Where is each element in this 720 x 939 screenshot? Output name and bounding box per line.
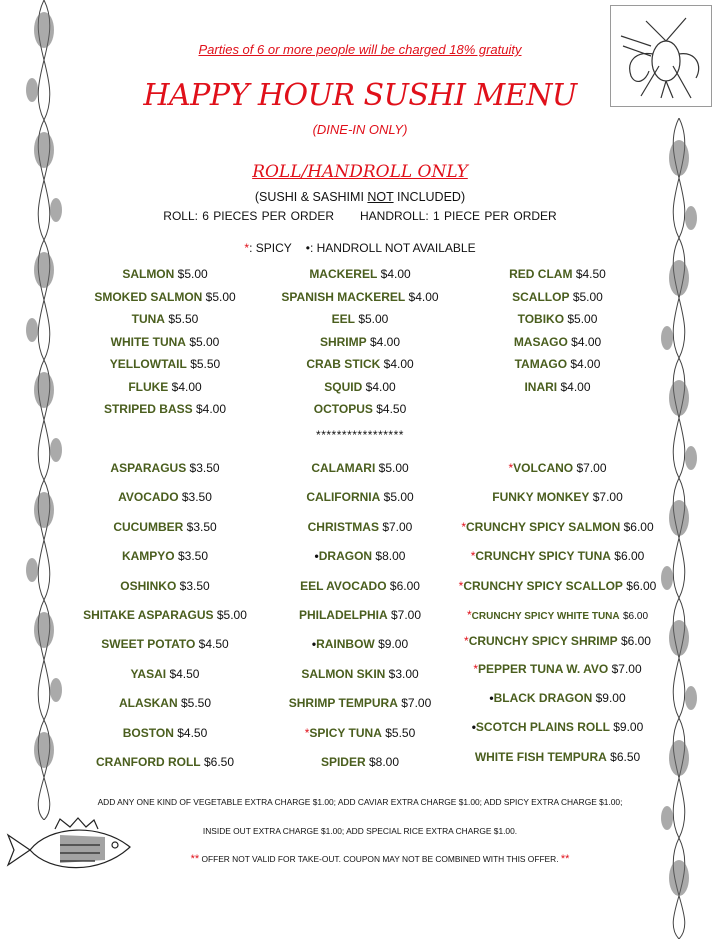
menu-item: WHITE TUNA $5.00 (110, 334, 220, 349)
menu-item: YELLOWTAIL $5.50 (109, 357, 221, 371)
menu-item: SWEET POTATO $4.50 (101, 637, 229, 652)
menu-item: •DRAGON $8.00 (314, 549, 406, 564)
symbol-legend (0, 241, 720, 255)
menu-item: OSHINKO $3.50 (120, 578, 210, 593)
menu-item: SALMON $5.00 (122, 267, 208, 281)
menu-item: BOSTON $4.50 (122, 725, 208, 740)
menu-item: SMOKED SALMON $5.00 (94, 289, 236, 304)
menu-item: AVOCADO $3.50 (118, 490, 212, 505)
menu-item: CALIFORNIA $5.00 (306, 490, 414, 505)
menu-item: TAMAGO $4.00 (514, 357, 601, 371)
menu-item: TUNA $5.50 (131, 312, 199, 326)
menu-item: *VOLCANO $7.00 (508, 461, 607, 475)
roll-handroll-heading: ROLL/HANDROLL ONLY (252, 162, 468, 182)
menu-item: MASAGO $4.00 (513, 334, 602, 349)
menu-item: CRAB STICK $4.00 (306, 357, 414, 371)
menu-item: •RAINBOW $9.00 (311, 637, 409, 652)
menu-item: RED CLAM $4.50 (509, 267, 606, 281)
menu-item: ASPARAGUS $3.50 (110, 461, 220, 475)
menu-item: CRANFORD ROLL $6.50 (95, 755, 235, 769)
menu-item: INARI $4.00 (524, 379, 591, 394)
menu-item: WHITE FISH TEMPURA $6.50 (474, 750, 641, 764)
menu-item: *CRUNCHY SPICY WHITE TUNA $6.00 (466, 608, 649, 622)
extras-note-line-2: INSIDE OUT EXTRA CHARGE $1.00; ADD SPECIAL RICE EXTRA CHARGE $1.00. (202, 826, 518, 836)
menu-item: SHRIMP $4.00 (319, 334, 401, 349)
menu-item: CHRISTMAS $7.00 (307, 519, 413, 534)
handroll-symbol: • (305, 241, 310, 255)
menu-item: EEL AVOCADO $6.00 (300, 578, 420, 593)
menu-item: SHITAKE ASPARAGUS $5.00 (83, 608, 247, 622)
menu-item: FUNKY MONKEY $7.00 (492, 490, 623, 505)
menu-item: TOBIKO $5.00 (517, 312, 598, 326)
dine-in-notice: (DINE-IN ONLY) (312, 122, 408, 137)
menu-item: EEL $5.00 (331, 312, 389, 326)
sushi-sashimi-note: (SUSHI & SASHIMI NOT INCLUDED) (254, 190, 466, 204)
menu-item: MACKEREL $4.00 (309, 267, 411, 281)
spicy-label: : SPICY (249, 241, 292, 255)
menu-item: STRIPED BASS $4.00 (103, 402, 227, 416)
extras-note-line-1: ADD ANY ONE KIND OF VEGETABLE EXTRA CHARGE $1.00; ADD CAVIAR EXTRA CHARGE $1.00; ADD SPICY EXTRA CHARGE $1.00; (97, 797, 623, 807)
handroll-label: : HANDROLL NOT AVAILABLE (309, 241, 476, 255)
menu-item: *SPICY TUNA $5.50 (304, 725, 416, 740)
menu-item: *CRUNCHY SPICY SALMON $6.00 (461, 519, 654, 534)
page-title: HAPPY HOUR SUSHI MENU (143, 78, 577, 113)
menu-item: SQUID $4.00 (324, 379, 396, 394)
menu-item: PHILADELPHIA $7.00 (298, 608, 422, 622)
menu-item: YASAI $4.50 (130, 666, 200, 681)
menu-item: CALAMARI $5.00 (311, 461, 409, 475)
menu-item: *CRUNCHY SPICY SCALLOP $6.00 (458, 578, 657, 593)
spicy-symbol: * (244, 241, 250, 255)
menu-item: •SCOTCH PLAINS ROLL $9.00 (471, 720, 644, 734)
menu-item: *CRUNCHY SPICY TUNA $6.00 (470, 549, 645, 564)
menu-item: CUCUMBER $3.50 (113, 519, 217, 534)
menu-item: •BLACK DRAGON $9.00 (489, 691, 626, 705)
menu-item: SHRIMP TEMPURA $7.00 (288, 696, 432, 711)
menu-item: SCALLOP $5.00 (512, 289, 603, 304)
section-separator: ***************** (316, 428, 404, 442)
menu-item: FLUKE $4.00 (128, 379, 202, 394)
offer-disclaimer: ** OFFER NOT VALID FOR TAKE-OUT. COUPON MAY NOT BE COMBINED WITH THIS OFFER. ** (190, 853, 570, 865)
pieces-per-order-note: ROLL: 6 PIECES PER ORDER HANDROLL: 1 PIECE PER ORDER (163, 209, 557, 223)
gratuity-notice: Parties of 6 or more people will be charged 18% gratuity (198, 42, 522, 57)
menu-item: SPANISH MACKEREL $4.00 (281, 289, 439, 304)
menu-item: KAMPYO $3.50 (121, 549, 209, 564)
menu-item: SALMON SKIN $3.00 (301, 666, 419, 681)
menu-item: SPIDER $8.00 (320, 755, 400, 769)
menu-item: ALASKAN $5.50 (118, 696, 212, 711)
menu-item: OCTOPUS $4.50 (313, 402, 407, 416)
menu-item: *PEPPER TUNA W. AVO $7.00 (473, 662, 642, 676)
menu-item: *CRUNCHY SPICY SHRIMP $6.00 (464, 634, 651, 648)
